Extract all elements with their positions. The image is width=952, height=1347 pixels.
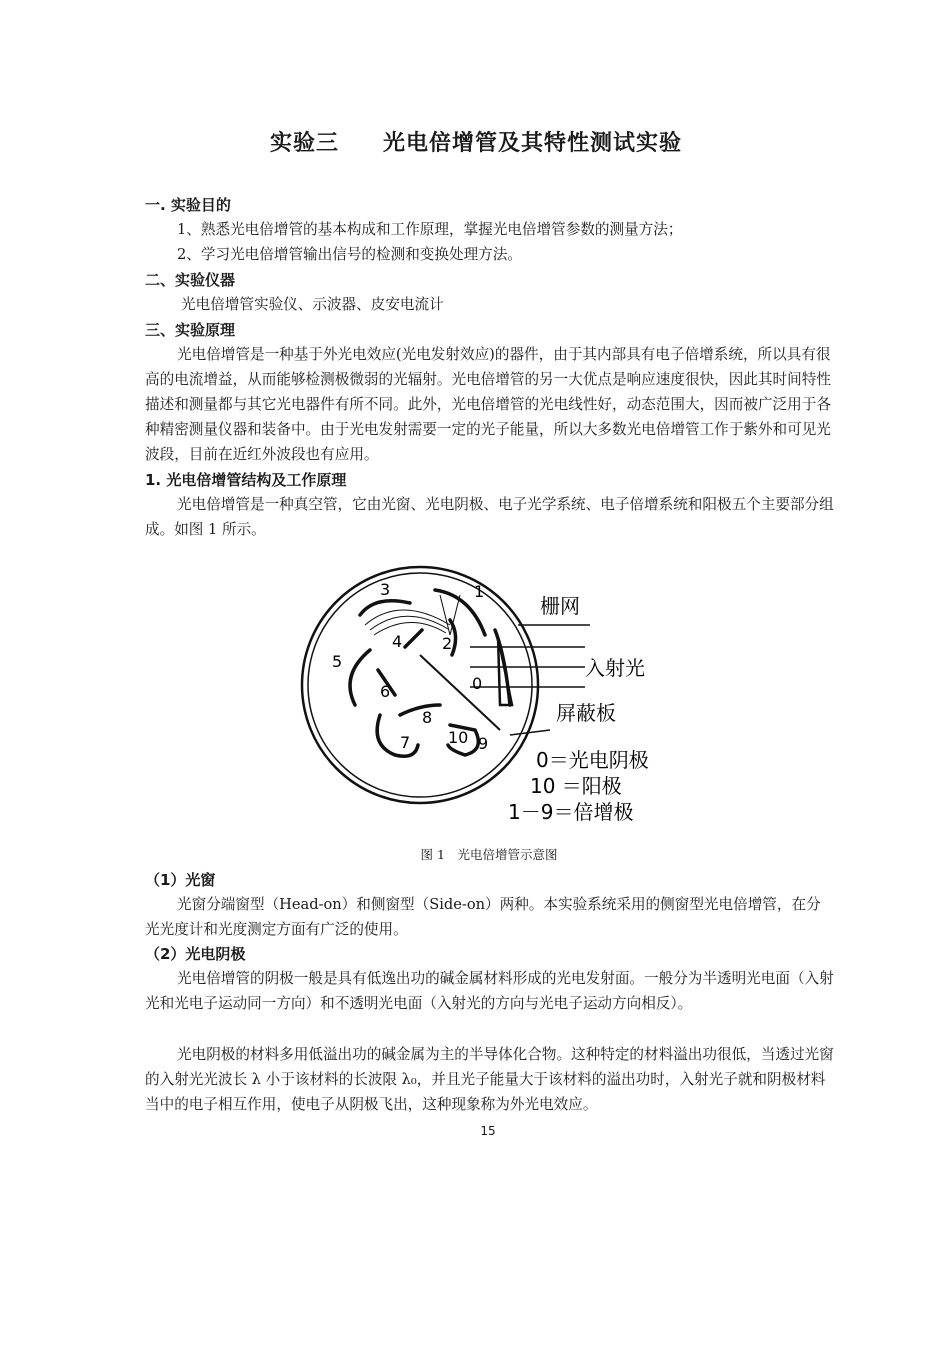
- fig-num-6: 6: [380, 682, 391, 701]
- heading-window: （1）光窗: [145, 871, 216, 889]
- experiment-name: 光电倍增管及其特性测试实验: [383, 131, 683, 156]
- label-grid: 栅网: [540, 594, 580, 618]
- page-title: [0, 126, 952, 157]
- instruments-text: 光电倍增管实验仪、示波器、皮安电流计: [181, 296, 444, 313]
- heading-principle: 三、实验原理: [145, 321, 236, 339]
- principle-paragraph: 光电倍增管是一种基于外光电效应(光电发射效应)的器件，由于其内部具有电子倍增系统，所以具有很高的电流增益，从而能够检测极微弱的光辐射。光电倍增管的另一大优点是响应速度很快，因此其时间特性描述和测量都与其它光电器件有所不同。此外，光电倍增管的光电线性好，动态范围大，因而被广泛用于各种精密测量仪器和装备中。由于光电发射需要一定的光子能量，所以大多数光电倍增管工作于紫外和可见光波段，目前在近红外波段也有应用。: [145, 346, 831, 463]
- purpose-item-2: 2、学习光电倍增管输出信号的检测和变换处理方法。: [177, 246, 522, 263]
- label-incident-light: 入射光: [585, 656, 645, 680]
- heading-purpose: 一. 实验目的: [145, 196, 231, 214]
- cathode-paragraph-2: 光电阴极的材料多用低溢出功的碱金属为主的半导体化合物。这种特定的材料溢出功很低，当透过光窗的入射光光波长 λ 小于该材料的长波限 λ₀，并且光子能量大于该材料的溢出功时，入射光子就和阴极材料当中的电子相互作用，使电子从阴极飞出，这种现象称为外光电效应。: [145, 1046, 834, 1113]
- cathode-paragraph-1: 光电倍增管的阴极一般是具有低逸出功的碱金属材料形成的光电发射面。一般分为半透明光电面（入射光和光电子运动同一方向）和不透明光电面（入射光的方向与光电子运动方向相反）。: [145, 970, 834, 1012]
- fig-num-8: 8: [422, 708, 433, 727]
- legend-cathode: 0＝光电阴极: [536, 748, 649, 772]
- fig-num-7: 7: [400, 733, 411, 752]
- legend-dynodes: 1－9＝倍增极: [508, 800, 634, 824]
- experiment-number: 实验三: [269, 131, 339, 156]
- fig-num-2: 2: [442, 634, 453, 653]
- pmt-diagram: [300, 555, 680, 835]
- purpose-item-1: 1、熟悉光电倍增管的基本构成和工作原理，掌握光电倍增管参数的测量方法；: [177, 221, 683, 238]
- fig-num-0: 0: [472, 674, 483, 693]
- fig-num-1: 1: [474, 582, 485, 601]
- fig-num-4: 4: [392, 632, 403, 651]
- fig-num-5: 5: [332, 652, 343, 671]
- fig-num-9: 9: [478, 734, 489, 753]
- heading-structure: 1. 光电倍增管结构及工作原理: [145, 471, 347, 489]
- structure-paragraph: 光电倍增管是一种真空管，它由光窗、光电阴极、电子光学系统、电子倍增系统和阳极五个主要部分组成。如图 1 所示。: [145, 496, 834, 538]
- page-number: 15: [480, 1124, 496, 1138]
- legend-anode: 10 ＝阳极: [530, 774, 622, 798]
- heading-instruments: 二、实验仪器: [145, 271, 236, 289]
- fig-num-3: 3: [380, 580, 391, 599]
- label-shield-plate: 屏蔽板: [556, 701, 616, 725]
- window-paragraph: 光窗分端窗型（Head-on）和侧窗型（Side-on）两种。本实验系统采用的侧窗型光电倍增管，在分光光度计和光度测定方面有广泛的使用。: [145, 896, 821, 938]
- figure-caption: 图 1 光电倍增管示意图: [420, 847, 558, 862]
- fig-num-10: 10: [448, 728, 469, 747]
- heading-cathode: （2）光电阴极: [145, 945, 246, 963]
